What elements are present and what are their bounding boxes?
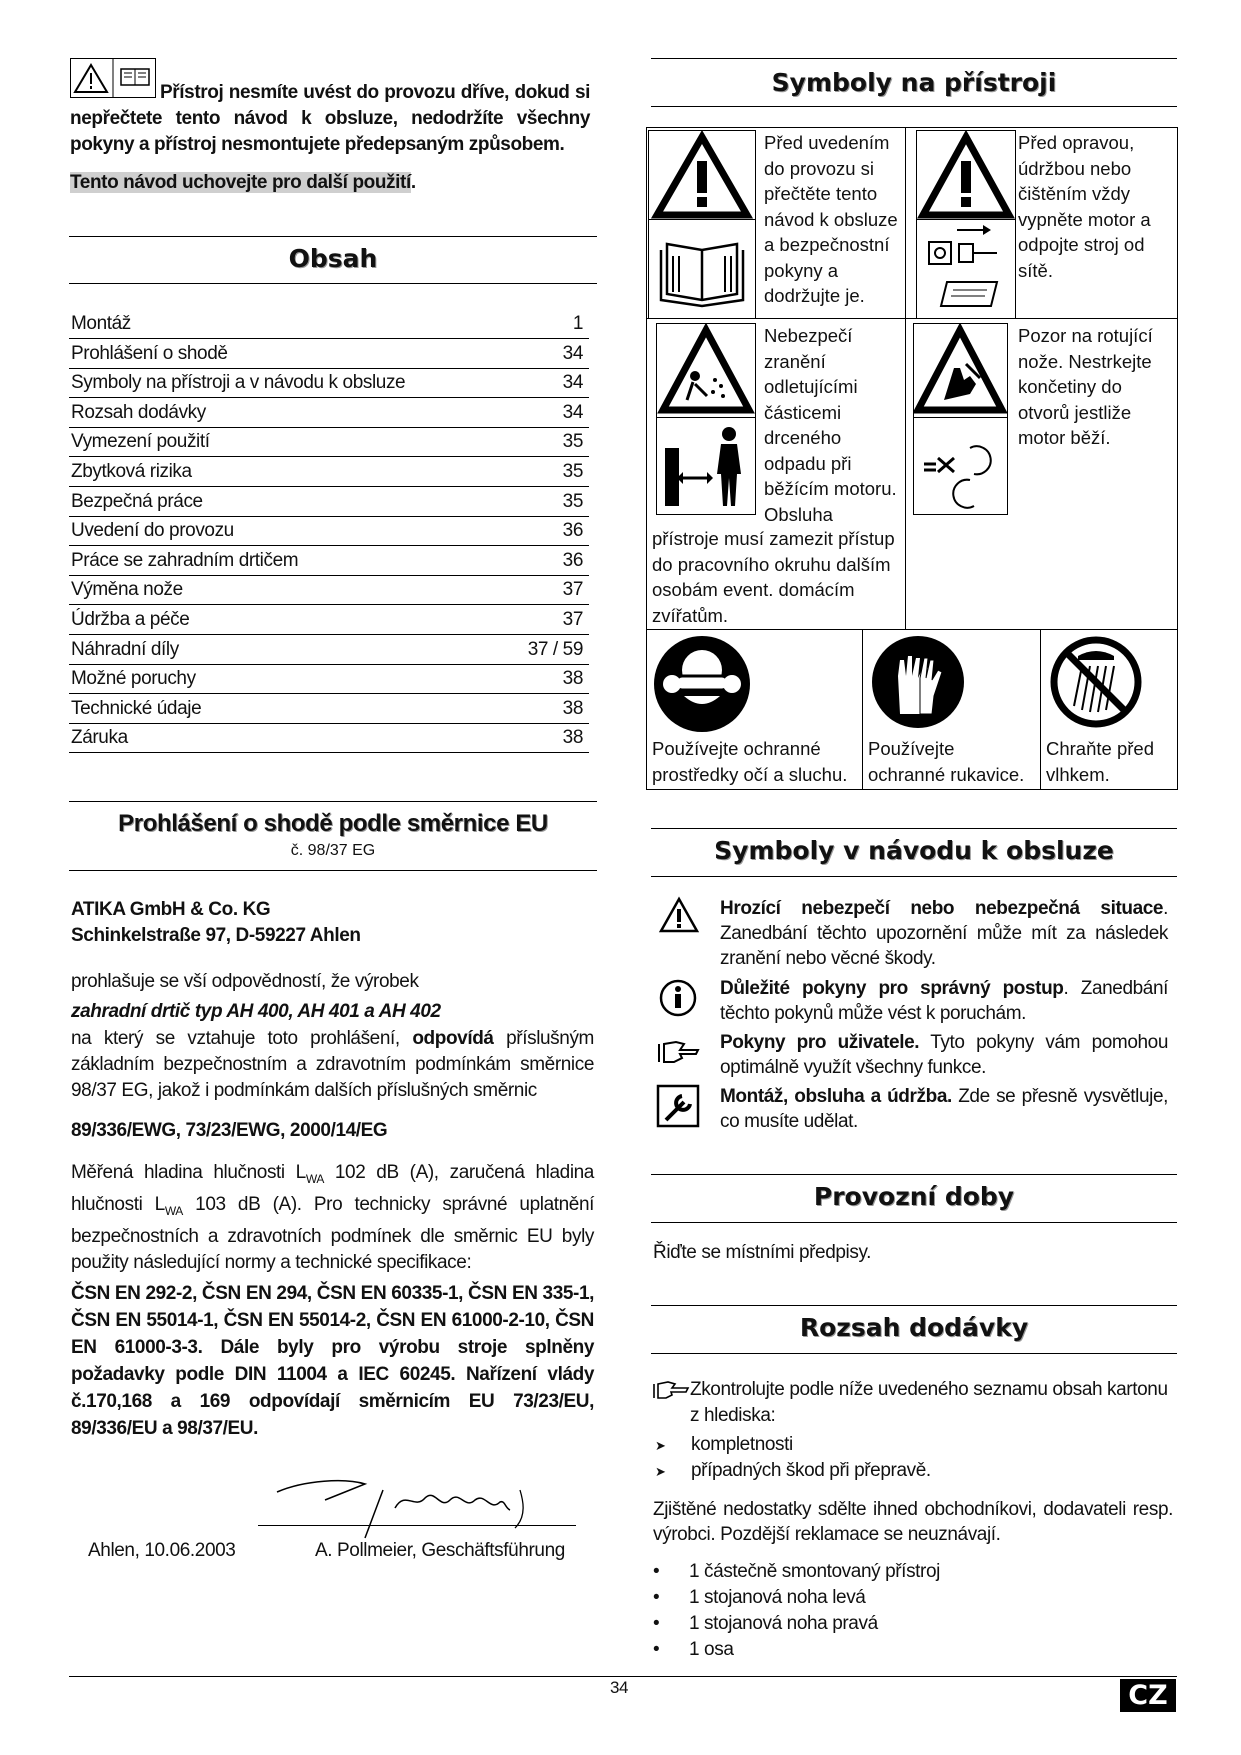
declaration-paragraph: na který se vztahuje toto prohlášení, odpovídá příslušným základním bezpečnostním a zdravotním podmínkám směrnice 98/37 EG, jakož i podmínkám dalších příslušných směrnic: [71, 1028, 594, 1101]
place-date: Ahlen, 10.06.2003: [88, 1540, 236, 1561]
toc-page: 37: [562, 609, 583, 630]
book-icon: [649, 220, 755, 318]
bullet-icon: •: [653, 1587, 660, 1608]
toc-row[interactable]: [69, 694, 589, 724]
operating-text: Řiďte se místními předpisy.: [653, 1242, 872, 1263]
toc-row[interactable]: [69, 575, 589, 605]
toc-row[interactable]: [69, 339, 589, 369]
product-name: zahradní drtič typ AH 400, AH 401 a AH 402: [71, 1001, 441, 1022]
toc-row[interactable]: [69, 635, 589, 665]
language-badge: CZ: [1120, 1679, 1176, 1712]
delivery-note: Zjištěné nedostatky sdělte ihned obchodníkovi, dodavateli resp. výrobci. Pozdější reklamace se neuznávají.: [653, 1499, 1173, 1545]
signer: A. Pollmeier, Geschäftsführung: [315, 1540, 565, 1561]
divider: [651, 1305, 1177, 1306]
toc-label: Náhradní díly: [71, 638, 179, 660]
intro-warning: Přístroj nesmíte uvést do provozu dříve, dokud si nepřečtete tento návod k obsluze, nedodržíte všechny pokyny a přístroj nesmontujete předepsaným způsobem.: [70, 82, 590, 155]
eye-ear-protection-icon: [652, 634, 752, 734]
toc-row[interactable]: [69, 516, 589, 546]
footer-line: [69, 1676, 1177, 1677]
arrow-bullet-icon: ➤: [655, 1464, 666, 1479]
toc-label: Montáž: [71, 313, 131, 334]
warning-triangle-icon: [649, 131, 755, 221]
wrench-icon: [656, 1084, 700, 1128]
rotating-blade-sign: [913, 323, 1008, 420]
delivery-title: Rozsah dodávky: [799, 1313, 1029, 1342]
manual-symbol-maintenance: Montáž, obsluha a údržba. Zde se přesně vysvětluje, co musíte udělat.: [720, 1086, 1168, 1132]
bullet-icon: •: [653, 1639, 660, 1660]
toc-page: 36: [562, 549, 583, 571]
toc-page: 38: [562, 727, 583, 749]
toc-label: Bezpečná práce: [71, 490, 203, 512]
keep-distance-sign: [656, 417, 756, 515]
symbol-text-3b: přístroje musí zamezit přístup do pracovního okruhu dalším osobám event. domácím zvířatům.: [652, 528, 895, 626]
toc-row[interactable]: [69, 398, 589, 428]
rotating-blade-icon: [914, 418, 1007, 514]
toc-label: Možné poruchy: [71, 668, 196, 690]
toc-label: Práce se zahradním drtičem: [71, 549, 299, 571]
toc-row[interactable]: [69, 427, 589, 457]
operating-title: Provozní doby: [813, 1182, 1015, 1211]
warning-triangle-icon: [917, 131, 1015, 221]
divider: [69, 283, 597, 284]
toc-label: Technické údaje: [71, 697, 202, 719]
symbols-manual-title: Symboly v návodu k obsluze: [714, 836, 1114, 865]
toc-page: 1: [572, 313, 583, 334]
warning-sign: [916, 130, 1016, 222]
toc-page: 34: [562, 401, 583, 423]
page-number: 34: [610, 1678, 629, 1697]
toc-label: Záruka: [71, 727, 128, 749]
divider: [651, 1222, 1177, 1223]
toc-label: Údržba a péče: [71, 609, 190, 630]
toc-label: Uvedení do provozu: [71, 520, 234, 542]
warning-sign: [648, 130, 756, 222]
bullet-icon: •: [653, 1613, 660, 1634]
bullet-icon: •: [653, 1561, 660, 1582]
company-name: ATIKA GmbH & Co. KG: [71, 899, 271, 920]
toc-row[interactable]: [69, 605, 589, 635]
toc-label: Zbytková rizika: [71, 461, 192, 482]
toc-label: Výměna nože: [71, 579, 183, 601]
divider: [651, 1353, 1177, 1354]
manual-symbol-danger: Hrozící nebezpečí nebo nebezpečná situace. Zanedbání těchto upozornění může mít za následek zranění nebo věcné škody.: [720, 898, 1168, 969]
toc-label: Symboly na přístroji a v návodu k obsluze: [71, 372, 406, 394]
toc-label: Prohlášení o shodě: [71, 342, 228, 364]
toc-page: 35: [562, 490, 583, 512]
symbol-text-3a: Nebezpečí zranění odletujícími částicemi drceného odpadu při běžícím motoru. Obsluha: [764, 325, 897, 525]
divider: [651, 106, 1177, 107]
declaration-subtitle: č. 98/37 EG: [290, 842, 376, 859]
keep-distance-icon: [657, 418, 755, 514]
divider: [651, 1174, 1177, 1175]
toc-page: 35: [562, 461, 583, 482]
signature: [265, 1470, 585, 1540]
flying-debris-icon: [657, 324, 755, 419]
divider: [651, 58, 1177, 59]
manual-symbol-info: Důležité pokyny pro správný postup. Zanedbání těchto pokynů může vést k poruchám.: [720, 978, 1168, 1024]
toc-title: Obsah: [288, 244, 378, 273]
toc-row[interactable]: [69, 368, 589, 398]
toc-row[interactable]: [69, 546, 589, 576]
intro-keep: Tento návod uchovejte pro další použití.: [70, 172, 416, 193]
unplug-icon: [917, 220, 1015, 318]
no-moisture-icon: [1048, 634, 1144, 730]
toc-page: 38: [562, 697, 583, 719]
toc-page: 35: [562, 431, 583, 453]
gloves-icon: [870, 634, 966, 730]
arrow-bullet-icon: ➤: [655, 1438, 666, 1453]
symbol-text-2: Před opravou, údržbou nebo čištěním vždy vypněte motor a odpojte stroj od sítě.: [1018, 132, 1151, 281]
symbol-text-7: Chraňte před vlhkem.: [1046, 738, 1154, 785]
symbol-text-1: Před uvedením do provozu si přečtěte tento návod k obsluze a bezpečnostní pokyny a dodržujte je.: [764, 132, 898, 306]
declaration-title: Prohlášení o shodě podle směrnice EU: [118, 810, 548, 837]
info-icon: [658, 978, 698, 1018]
company-address: Schinkelstraße 97, D-59227 Ahlen: [71, 925, 361, 946]
hand-blade-icon: [914, 324, 1007, 419]
danger-icon: [658, 896, 700, 934]
rotation-sign: [913, 417, 1008, 515]
declaration-line: prohlašuje se vší odpovědností, že výrobek: [71, 971, 419, 992]
toc-page: 37 / 59: [527, 638, 583, 660]
toc-row[interactable]: [69, 457, 589, 487]
unplug-sign: [916, 219, 1016, 319]
toc-page: 38: [562, 668, 583, 690]
toc-page: 34: [562, 342, 583, 364]
divider: [69, 801, 597, 802]
toc-label: Rozsah dodávky: [71, 401, 206, 423]
directives: 89/336/EWG, 73/23/EWG, 2000/14/EG: [71, 1120, 388, 1141]
keep-highlight: Tento návod uchovejte pro další použití: [70, 172, 411, 193]
toc-page: 37: [562, 579, 583, 601]
toc-page: 36: [562, 520, 583, 542]
toc-page: 34: [562, 372, 583, 394]
standards-paragraph: ČSN EN 292-2, ČSN EN 294, ČSN EN 60335-1, ČSN EN 335-1, ČSN EN 55014-1, ČSN EN 55014-2, ČSN EN 61000-2-10, ČSN EN 61000-3-3. Dále byly pro výrobu stroje splněny požadavky podle DIN 11004 a IEC 60245. Nařízení vlády č.170,168 a 169 odpovídají směrnicím EU 73/23/EU, 89/336/EU a 98/37/EU.: [71, 1283, 594, 1439]
pointing-hand-icon: [656, 1036, 702, 1068]
noise-paragraph: Měřená hladina hlučnosti $L_{WA}$ 102 dB (A), zaručená hladina hlučnosti $L_{WA}$ 103 dB (A). Pro technicky správné uplatnění bezpečnostních a zdravotních podmínek dle směrnic EU byly použity následující normy a technické specifikace:: [71, 1162, 594, 1273]
symbol-text-4: Pozor na rotující nože. Nestrkejte končetiny do otvorů jestliže motor běží.: [1018, 325, 1153, 448]
toc-label: Vymezení použití: [71, 431, 210, 453]
symbol-text-6: Používejte ochranné rukavice.: [868, 738, 1025, 785]
divider: [69, 870, 597, 871]
toc-row[interactable]: [69, 487, 589, 517]
divider: [651, 876, 1177, 877]
toc-row[interactable]: [69, 723, 589, 753]
manual-sign: [648, 219, 756, 319]
pointing-hand-icon: [652, 1380, 692, 1402]
delivery-check: Zkontrolujte podle níže uvedeného seznamu obsah kartonu z hlediska:: [690, 1379, 1168, 1426]
toc-row[interactable]: [69, 309, 589, 339]
divider: [69, 236, 597, 237]
signature-line: [258, 1525, 576, 1526]
symbols-device-title: Symboly na přístroji: [771, 68, 1057, 97]
flying-debris-sign: [656, 323, 756, 420]
symbol-text-5: Používejte ochranné prostředky očí a sluchu.: [652, 738, 848, 785]
manual-symbol-user: Pokyny pro uživatele. Tyto pokyny vám pomohou optimálně využít všechny funkce.: [720, 1032, 1168, 1078]
toc-row[interactable]: [69, 664, 589, 694]
divider: [651, 828, 1177, 829]
